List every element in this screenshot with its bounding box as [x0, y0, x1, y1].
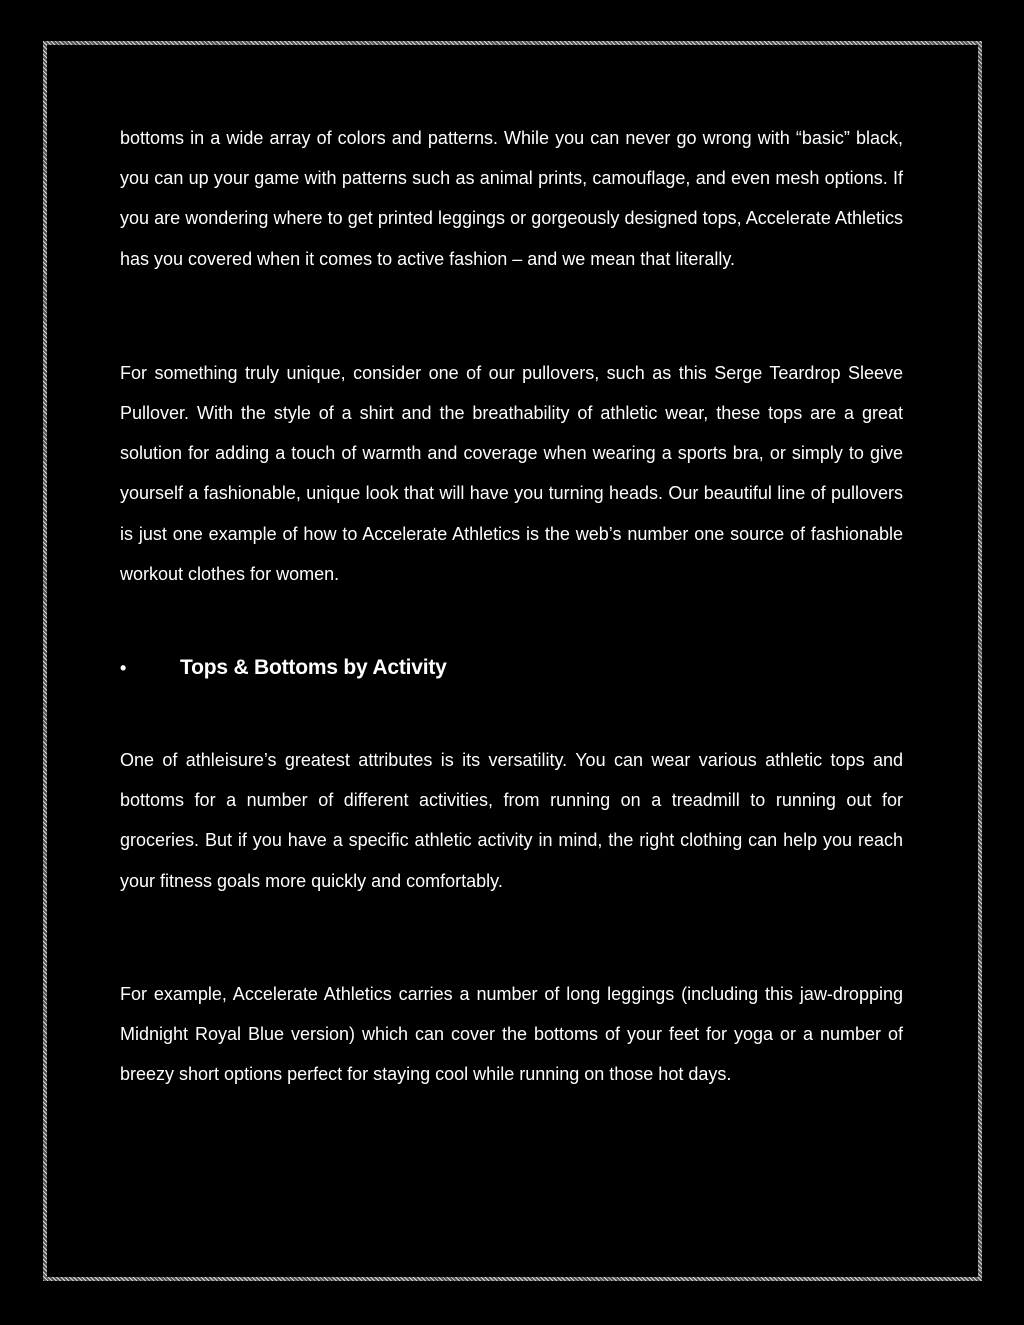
spacer [120, 901, 903, 974]
spacer [120, 688, 903, 740]
spacer [120, 594, 903, 648]
bullet-icon: • [120, 657, 127, 678]
paragraph-pullovers: For something truly unique, consider one of our pullovers, such as this Serge Teardrop Sleeve Pullover. With the style of a shirt and the breathability of athletic wear, these tops are a great solution for adding a touch of warmth and coverage when wearing a sports bra, or simply to give yourself a fashionable, unique look that will have you turning heads. Our beautiful line of pullovers is just one example of how to Accelerate Athletics is the web’s number one source of fashionable workout clothes for women. [120, 362, 903, 584]
paragraph-leggings-example: For example, Accelerate Athletics carries a number of long leggings (including this jaw-dropping Midnight Royal Blue version) which can cover the bottoms of your feet for yoga or a number of breezy short options perfect for staying cool while running on those hot days. [120, 983, 903, 1085]
paragraph-bottoms-colors: bottoms in a wide array of colors and patterns. While you can never go wrong with “basic” black, you can up your game with patterns such as animal prints, camouflage, and even mesh options. If you are wondering where to get printed leggings or gorgeously designed tops, Accelerate Athletics has you covered when it comes to active fashion – and we mean that literally. [120, 128, 903, 269]
section-heading-row [120, 648, 903, 688]
paragraph-versatility: One of athleisure’s greatest attributes is its versatility. You can wear various athletic tops and bottoms for a number of different activities, from running on a treadmill to running out for groceries. But if you have a specific athletic activity in mind, the right clothing can help you reach your fitness goals more quickly and comfortably. [120, 750, 903, 891]
section-heading: Tops & Bottoms by Activity [180, 656, 447, 680]
document-body [120, 118, 903, 1094]
spacer [120, 279, 903, 353]
